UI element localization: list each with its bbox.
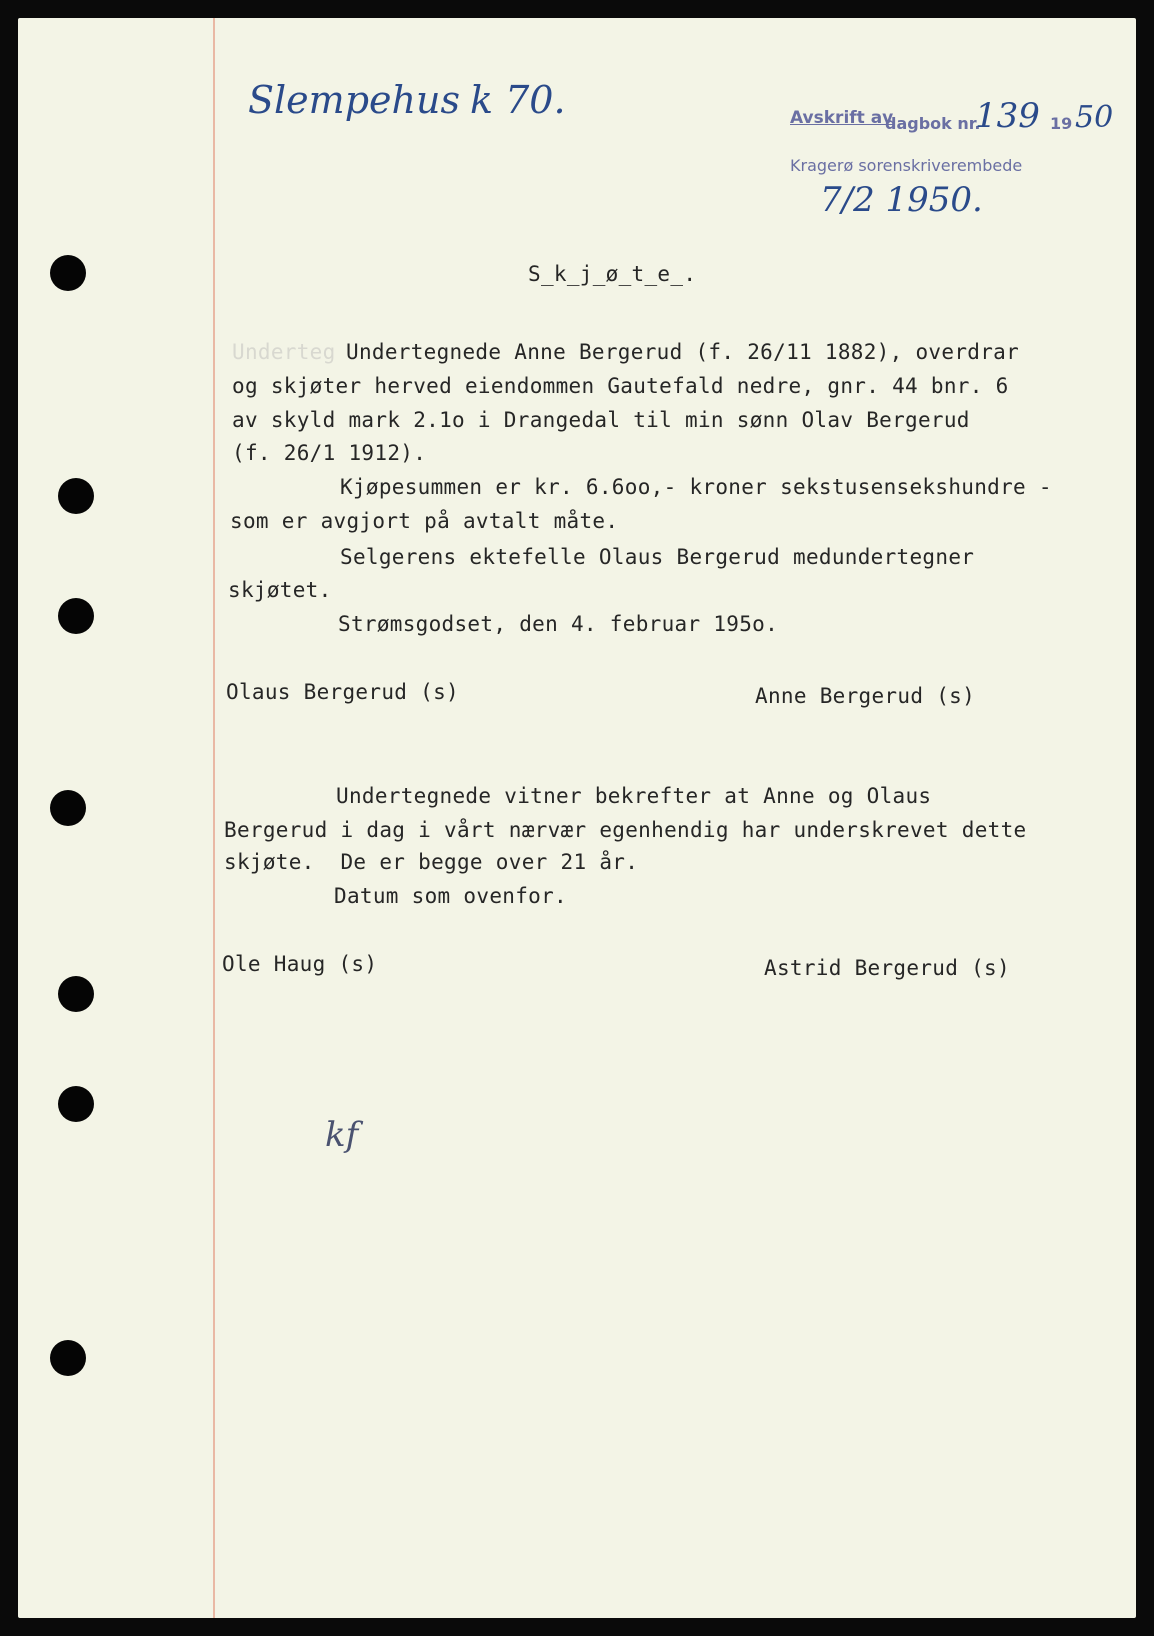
- body-line: av skyld mark 2.1o i Drangedal til min sønn Olav Bergerud: [232, 408, 970, 432]
- punch-hole: [50, 1340, 86, 1376]
- handwritten-dagbok-number: 139: [975, 96, 1040, 136]
- witness-line: Datum som ovenfor.: [334, 884, 567, 908]
- witness-signature-right: Astrid Bergerud (s): [764, 956, 1010, 980]
- signature-left: Olaus Bergerud (s): [226, 680, 459, 704]
- punch-hole: [58, 1086, 94, 1122]
- handwritten-initials: kf: [325, 1115, 359, 1155]
- witness-line: Bergerud i dag i vårt nærvær egenhendig har underskrevet dette: [224, 818, 1027, 842]
- document-title: S_k_j_ø_t_e_.: [528, 262, 697, 286]
- body-line: som er avgjort på avtalt måte.: [230, 509, 619, 533]
- body-line: og skjøter herved eiendommen Gautefald nedre, gnr. 44 bnr. 6: [232, 374, 1009, 398]
- struck-text: Underteg: [232, 340, 336, 364]
- stamp-prefix: Avskrift av: [790, 108, 894, 128]
- stamp-year-prefix: 19: [1050, 114, 1073, 133]
- body-line: Selgerens ektefelle Olaus Bergerud medundertegner: [340, 545, 975, 569]
- punch-hole: [58, 478, 94, 514]
- handwritten-date: 7/2 1950.: [820, 180, 983, 220]
- body-line: Strømsgodset, den 4. februar 195o.: [338, 612, 779, 636]
- punch-hole: [50, 790, 86, 826]
- handwritten-title: Slempehus: [248, 78, 460, 122]
- punch-hole: [50, 255, 86, 291]
- handwritten-number: k 70.: [470, 78, 566, 122]
- margin-line: [213, 18, 215, 1618]
- body-line: skjøtet.: [228, 578, 332, 602]
- stamp-dagbok: dagbok nr.: [885, 114, 981, 133]
- signature-right: Anne Bergerud (s): [755, 684, 976, 708]
- body-line: (f. 26/1 1912).: [232, 441, 427, 465]
- body-line: Undertegnede Anne Bergerud (f. 26/11 1882), overdrar: [346, 340, 1020, 364]
- punch-hole: [58, 976, 94, 1012]
- stamp-office: Kragerø sorenskriverembede: [790, 156, 1023, 175]
- witness-line: skjøte. De er begge over 21 år.: [224, 850, 639, 874]
- body-line: Kjøpesummen er kr. 6.6oo,- kroner sekstusensekshundre -: [340, 475, 1052, 499]
- witness-signature-left: Ole Haug (s): [222, 952, 378, 976]
- handwritten-year: 50: [1075, 100, 1114, 135]
- punch-hole: [58, 598, 94, 634]
- witness-line: Undertegnede vitner bekrefter at Anne og Olaus: [336, 784, 932, 808]
